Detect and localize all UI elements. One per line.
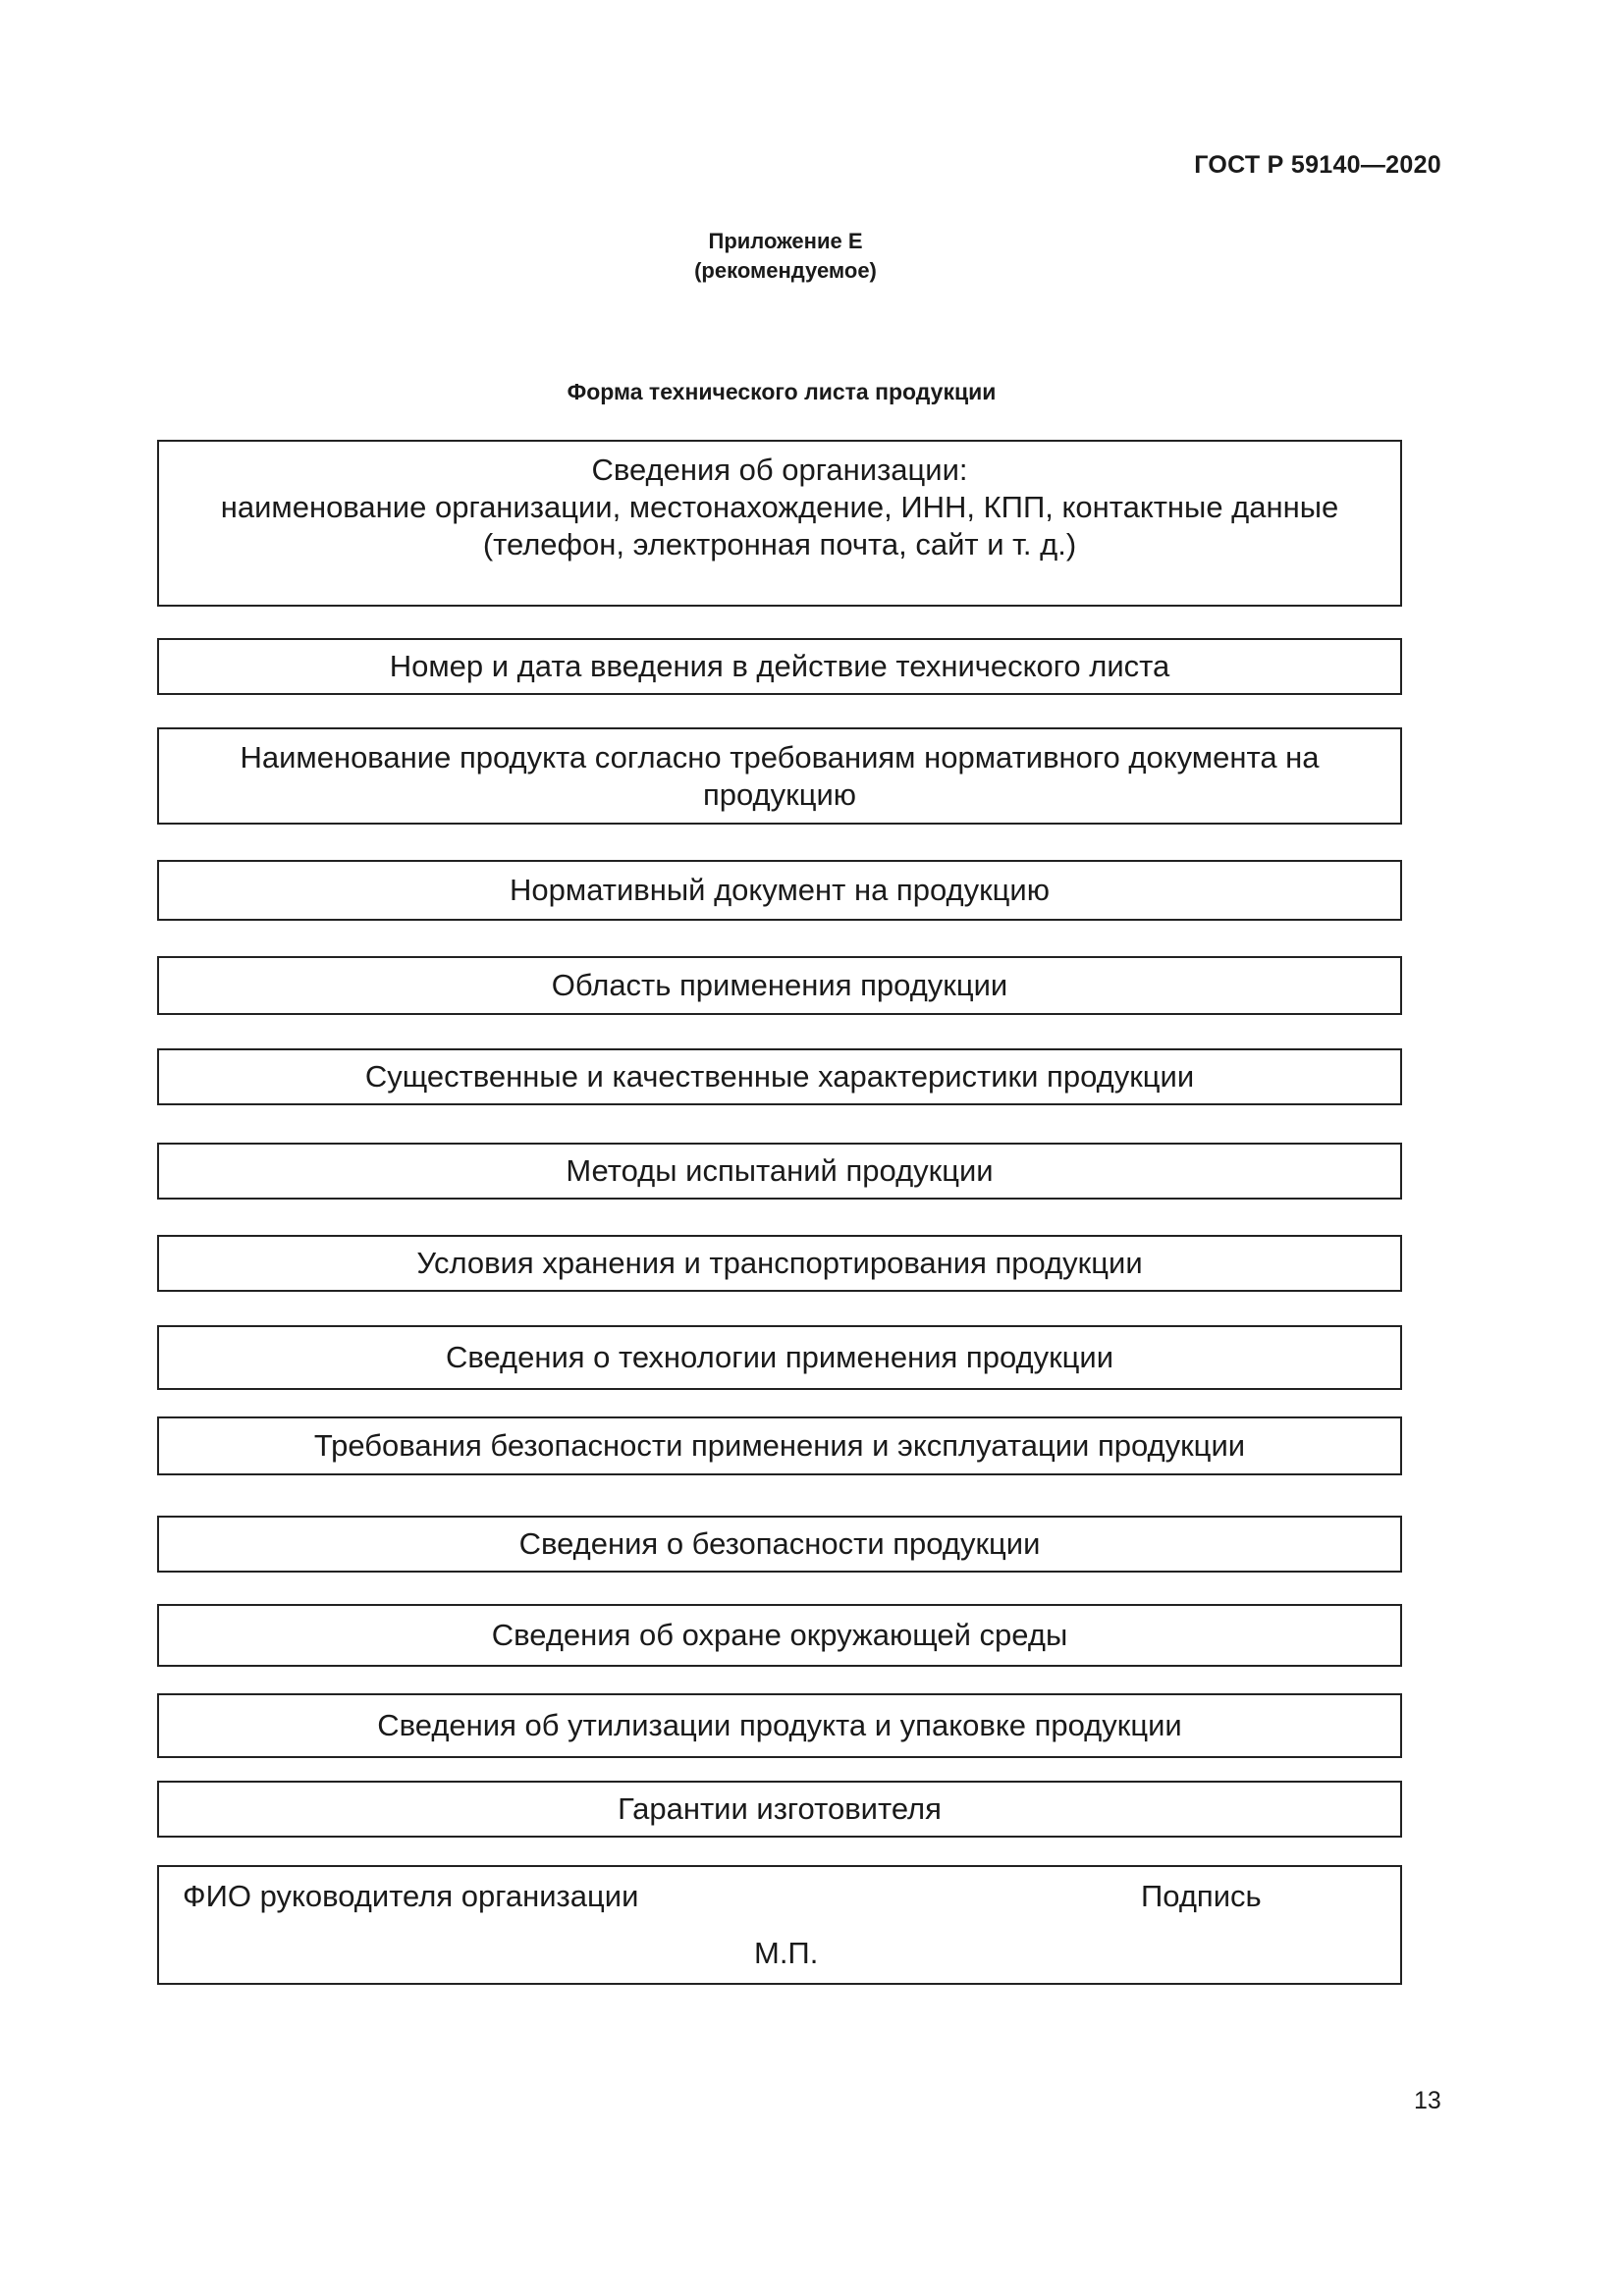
form-field-box	[157, 1235, 1402, 1292]
form-field-label: Сведения об утилизации продукта и упаковке продукции	[377, 1708, 1182, 1742]
form-field-label: Требования безопасности применения и эксплуатации продукции	[313, 1428, 1246, 1463]
form-field-box	[157, 1048, 1402, 1105]
organization-info-box	[157, 440, 1402, 607]
form-field-box	[157, 1325, 1402, 1390]
form-field-label: Условия хранения и транспортирования продукции	[416, 1246, 1143, 1280]
seal-label: М.П.	[754, 1936, 819, 1970]
appendix-kind: (рекомендуемое)	[694, 258, 877, 283]
form-field-label: Наименование продукта согласно требованиям нормативного документа на продукцию	[240, 739, 1320, 812]
head-name-label: ФИО руководителя организации	[183, 1879, 639, 1913]
signature-label: Подпись	[1141, 1879, 1262, 1913]
form-field-label: Сведения о технологии применения продукции	[445, 1340, 1114, 1374]
document-code: ГОСТ Р 59140—2020	[1194, 151, 1441, 179]
signature-box	[157, 1865, 1402, 1985]
form-field-box	[157, 860, 1402, 921]
form-field-box	[157, 638, 1402, 695]
form-field-box	[157, 1416, 1402, 1475]
form-field-box	[157, 1604, 1402, 1667]
page-number: 13	[1414, 2087, 1441, 2114]
form-field-label: Существенные и качественные характеристики продукции	[364, 1059, 1195, 1094]
form-title: Форма технического листа продукции	[567, 379, 997, 404]
form-field-box	[157, 1143, 1402, 1200]
form-field-label: Методы испытаний продукции	[566, 1153, 994, 1188]
form-field-box	[157, 1781, 1402, 1838]
organization-info-contacts: (телефон, электронная почта, сайт и т. д.)	[482, 527, 1077, 561]
organization-info-details: наименование организации, местонахождение, ИНН, КПП, контактные данные	[220, 490, 1339, 524]
appendix-title: Приложение Е	[708, 229, 863, 253]
form-field-box	[157, 1693, 1402, 1758]
form-field-box	[157, 727, 1402, 825]
form-field-label: Сведения о безопасности продукции	[518, 1526, 1041, 1561]
organization-info-heading: Сведения об организации:	[591, 453, 968, 487]
form-field-label: Область применения продукции	[551, 968, 1008, 1002]
form-field-box	[157, 956, 1402, 1015]
form-field-label: Гарантии изготовителя	[618, 1791, 942, 1826]
form-field-label: Сведения об охране окружающей среды	[491, 1618, 1068, 1652]
form-field-label: Нормативный документ на продукцию	[510, 873, 1050, 907]
form-field-box	[157, 1516, 1402, 1573]
form-field-label: Номер и дата введения в действие технического листа	[389, 649, 1170, 683]
